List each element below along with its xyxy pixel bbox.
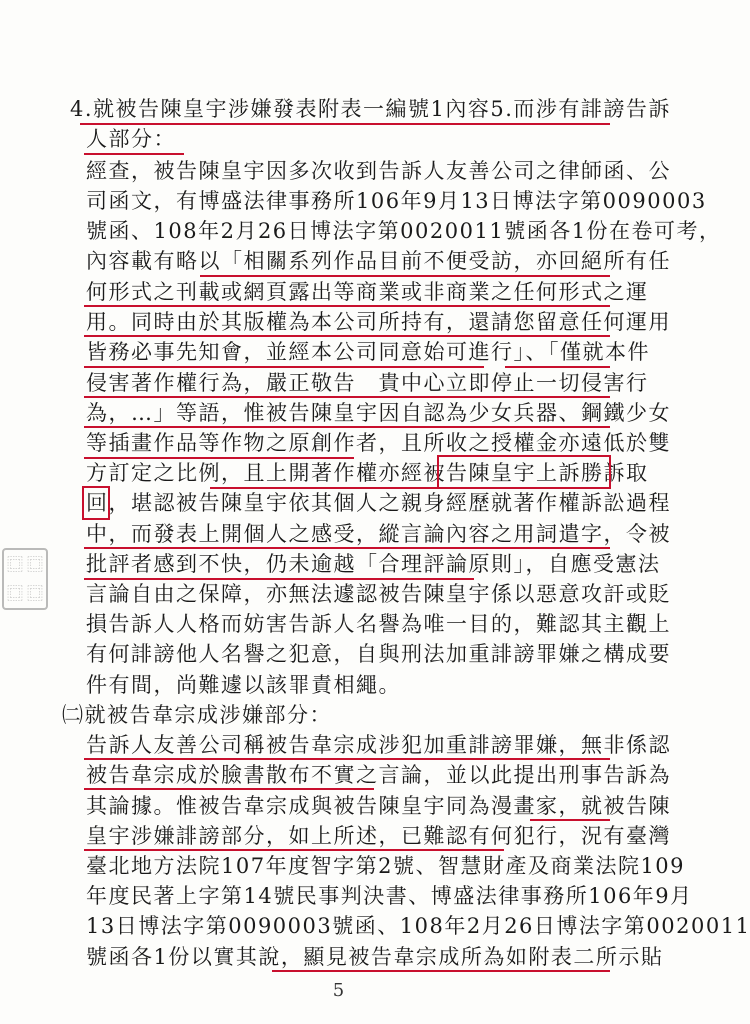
text-line: 皆務必事先知會，並經本公司同意始可進行」、「僅就本件 [86,340,650,364]
red-underline [84,366,484,368]
text-line: 人部分： [86,127,176,151]
red-underline [84,457,354,459]
red-underline [84,305,610,307]
text-line: 經查，被告陳皇宇因多次收到告訴人友善公司之律師函、公 [86,159,671,183]
text-line: 司函文，有博盛法律事務所106年9月13日博法字第0090003 [86,189,707,213]
text-line: 方訂定之比例，且上開著作權亦經被告陳皇宇上訴勝訴取 [86,461,649,485]
red-underline [272,970,610,972]
text-line: 其論據。惟被告韋宗成與被告陳皇宇同為漫畫家，就被告陳 [86,794,671,818]
red-underline [200,275,610,277]
text-line: 4.就被告陳皇宇涉嫌發表附表一編號1內容5.而涉有誹謗告訴 [70,97,671,121]
text-line: 何形式之刊載或網頁露出等商業或非商業之任何形式之運 [86,280,649,304]
red-underline [84,578,474,580]
red-underline [84,758,610,760]
red-highlight-box [82,486,110,520]
text-line: 號函、108年2月26日博法字第0020011號函各1份在卷可考， [86,219,722,243]
red-underline [210,487,440,489]
stamp-seal: ⿴ ⿴ ⿴ ⿴ [2,548,48,610]
text-line: 件有間，尚難遽以該罪責相繩。 [86,673,401,697]
text-line: 用。同時由於其版權為本公司所持有，還請您留意任何運用 [86,310,671,334]
red-highlight-box [437,455,611,489]
text-line: 臺北地方法院107年度智字第2號、智慧財產及商業法院109 [86,854,686,878]
text-line: 侵害著作權行為，嚴正敬告 貴中心立即停止一切侵害行 [86,371,649,395]
text-line: 號函各1份以實其說，顯見被告韋宗成所為如附表二所示貼 [86,945,664,969]
text-line: 中，而發表上開個人之感受，縱言論內容之用詞遣字，令被 [86,522,671,546]
red-underline [84,547,610,549]
text-line: 年度民著上字第14號民事判決書、博盛法律事務所106年9月 [86,884,693,908]
text-line: 告訴人友善公司稱被告韋宗成涉犯加重誹謗罪嫌，無非係認 [86,733,671,757]
red-underline [84,335,610,337]
text-line: 損告訴人人格而妨害告訴人名譽為唯一目的，難認其主觀上 [86,612,671,636]
red-underline [84,788,374,790]
text-line: 13日博法字第0090003號函、108年2月26日博法字第0020011 [86,914,750,938]
text-line: 回，堪認被告陳皇宇依其個人之親身經歷就著作權訴訟過程 [86,491,671,515]
red-underline [84,426,610,428]
text-line: 內容載有略以「相關系列作品目前不便受訪，亦回絕所有任 [86,249,671,273]
section-heading: ㈡就被告韋宗成涉嫌部分： [62,703,332,727]
text-line: 皇宇涉嫌誹謗部分，如上所述，已難認有何犯行，況有臺灣 [86,824,671,848]
page-number: 5 [332,980,345,1001]
red-underline [84,396,610,398]
red-underline [530,819,610,821]
red-underline [80,123,610,125]
red-underline [84,849,504,851]
text-line: 被告韋宗成於臉書散布不實之言論，並以此提出刑事告訴為 [86,763,671,787]
red-underline [505,366,610,368]
red-underline [84,153,184,155]
text-line: 為，…」等語，惟被告陳皇宇因自認為少女兵器、鋼鐵少女 [86,401,671,425]
text-line: 有何誹謗他人名譽之犯意，自與刑法加重誹謗罪嫌之構成要 [86,642,671,666]
text-line: 等插畫作品等作物之原創作者，且所收之授權金亦遠低於雙 [86,431,671,455]
text-line: 言論自由之保障，亦無法遽認被告陳皇宇係以惡意攻訐或貶 [86,582,671,606]
text-line: 批評者感到不快，仍未逾越「合理評論原則」，自應受憲法 [86,552,661,576]
